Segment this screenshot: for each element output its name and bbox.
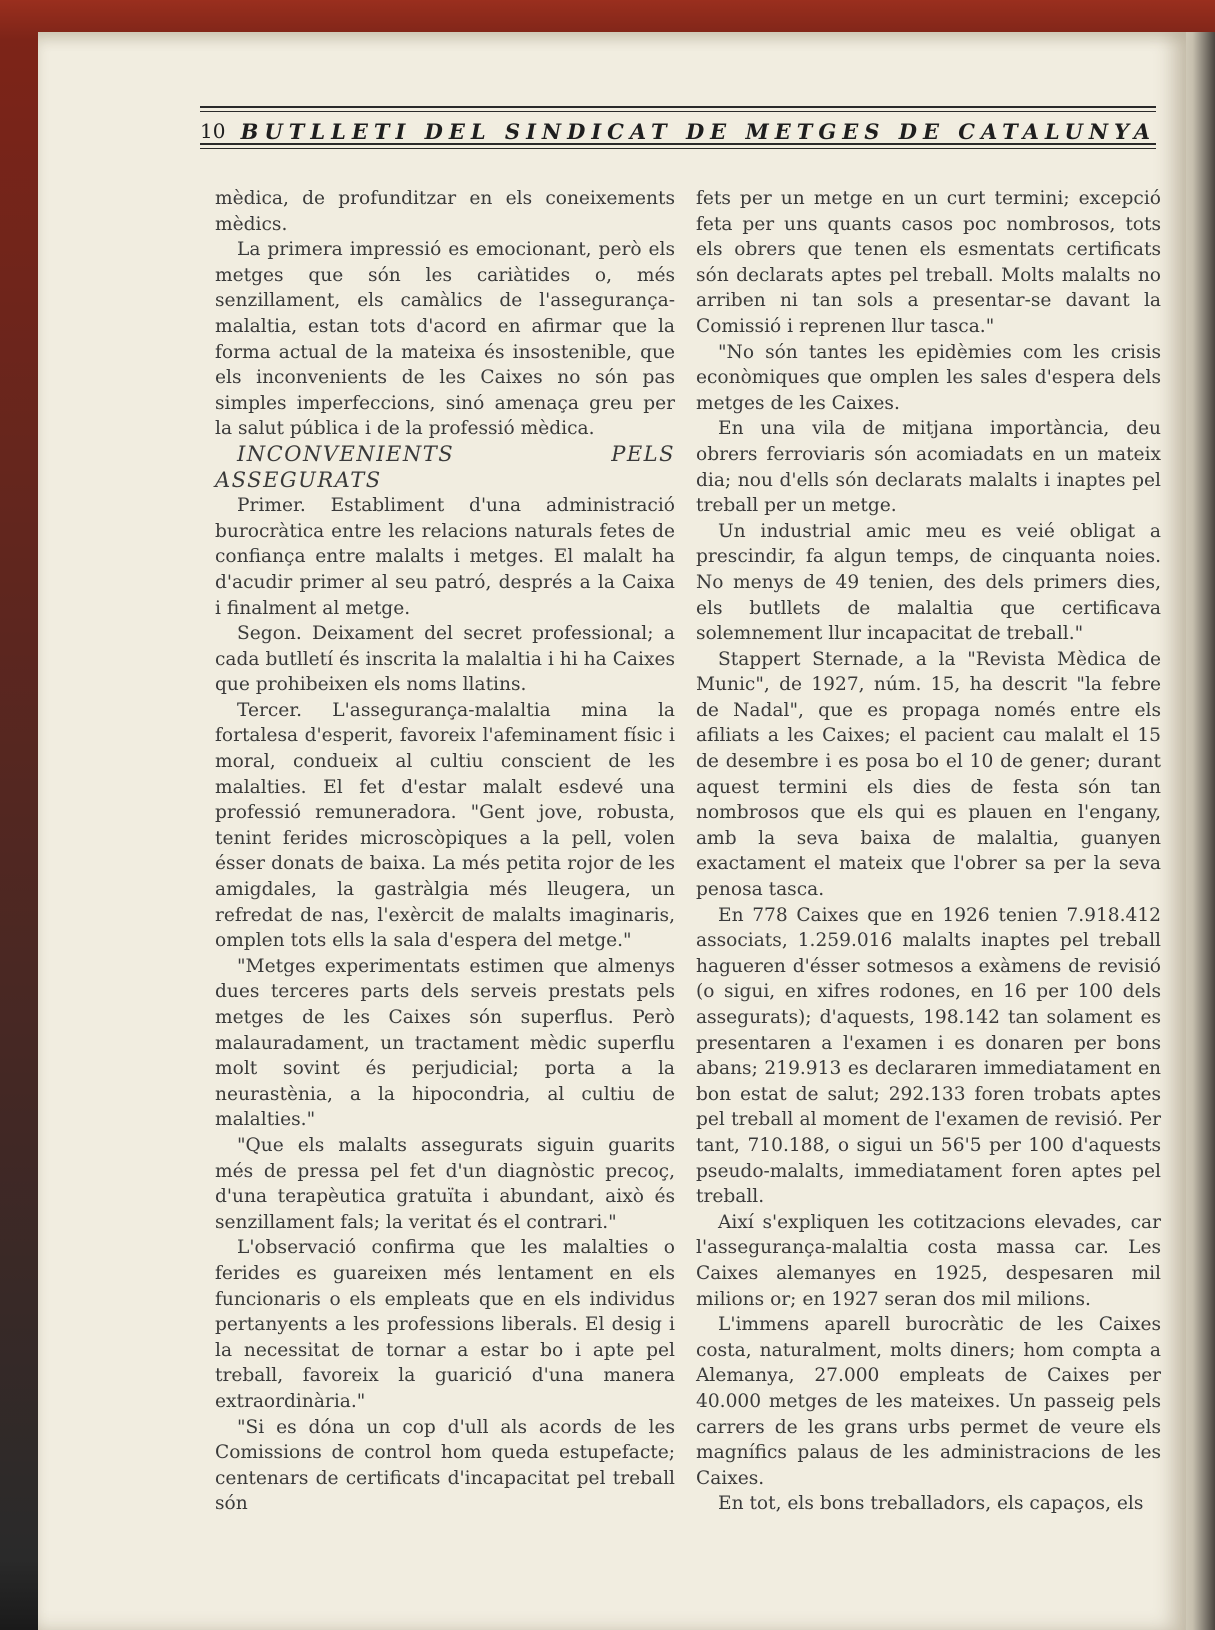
journal-title: BUTLLETI DEL SINDICAT DE METGES DE CATALUNYA xyxy=(240,118,1156,144)
paragraph: "Que els malalts assegurats siguin guarits més de pressa pel fet d'un diagnòstic precoç, d'una terapèutica gratuïta i abundant, això és senzillament fals; la veritat és el contrari." xyxy=(215,1134,675,1233)
paragraph: L'immens aparell burocràtic de les Caixes costa, naturalment, molts diners; hom compta a Alemanya, 27.000 empleats de Caixes per 40.000 metges de les mateixes. Un passeig pels carrers de les grans urbs permet de veure els magnífics palaus de les administracions de les Caixes. xyxy=(696,1314,1161,1489)
paragraph: mèdica, de profunditzar en els coneixements mèdics. xyxy=(215,188,675,235)
header-rule-top-thin xyxy=(200,111,1156,112)
paragraph: Tercer. L'assegurança-malaltia mina la fortalesa d'esperit, favoreix l'afeminament físic i moral, condueix al cultiu conscient de les malalties. El fet d'estar malalt esdevé una professió remuneradora. "Gent jove, robusta, tenint ferides microscòpiques a la pell, volen ésser donats de baixa. La més petita rojor de les amigdales, la gastràlgia més lleugera, un refredat de nas, l'exèrcit de malalts imaginaris, omplen tots ells la sala d'espera del metge." xyxy=(215,699,675,952)
paragraph: Així s'expliquen les cotitzacions elevades, car l'assegurança-malaltia costa massa car. Les Caixes alemanyes en 1925, despesaren mil milions or; en 1927 seran dos mil milions. xyxy=(696,1211,1161,1310)
paragraph: "No són tantes les epidèmies com les crisis econòmiques que omplen les sales d'espera dels metges de les Caixes. xyxy=(696,341,1161,414)
paragraph: En una vila de mitjana importància, deu obrers ferroviaris són acomiadats en un mateix dia; nou d'ells són declarats malalts i inaptes pel treball per un metge. xyxy=(696,418,1161,517)
paragraph: La primera impressió es emocionant, però els metges que són les cariàtides o, més senzillament, els camàlics de l'assegurança-malaltia, estan tots d'acord en afirmar que la forma actual de la mateixa és insostenible, que els inconvenients de les Caixes no són pas simples imperfeccions, sinó amenaça greu per la salut pública i de la professió mèdica. xyxy=(215,239,675,440)
paragraph: fets per un metge en un curt termini; excepció feta per uns quants casos poc nombrosos, tots els obrers que tenen els esmentats certificats són declarats aptes pel treball. Molts malalts no arriben ni tan sols a presentar-se davant la Comissió i reprenen llur tasca." xyxy=(696,188,1161,337)
left-column xyxy=(215,186,675,1517)
header-rule-top xyxy=(200,106,1156,108)
paragraph: Stappert Sternade, a la "Revista Mèdica de Munic", de 1927, núm. 15, ha descrit "la febre de Nadal", que es propaga només entre els afiliats a les Caixes; el pacient cau malalt el 15 de desembre i es posa bo el 10 de gener; durant aquest termini els dies de festa són tan nombrosos que els qui es plauen en l'engany, amb la seva baixa de malaltia, guanyen exactament el mateix que l'obrer sa per la seva penosa tasca. xyxy=(696,648,1161,901)
section-heading: INCONVENIENTS PELS ASSEGURATS xyxy=(215,441,675,492)
header-rule-bottom xyxy=(200,143,1156,145)
paragraph: Primer. Establiment d'una administració burocràtica entre les relacions naturals fetes de confiança entre malalts i metges. El malalt ha d'acudir primer al seu patró, després a la Caixa i finalment al metge. xyxy=(215,495,675,619)
paragraph: L'observació confirma que les malalties o ferides es guareixen més lentament en els funcionaris o els empleats que en els individus pertanyents a les professions liberals. El desig i la necessitat de tornar a estar bo i apte pel treball, favoreix la guarició d'una manera extraordinària." xyxy=(215,1237,675,1412)
paragraph: "Metges experimentats estimen que almenys dues terceres parts dels serveis prestats pels metges de les Caixes són superflus. Però malauradament, un tractament mèdic superflu molt sovint és perjudicial; porta a la neurastènia, a la hipocondria, al cultiu de malalties." xyxy=(215,955,675,1131)
running-header xyxy=(200,100,1156,160)
header-text-row xyxy=(200,118,1156,144)
page-number: 10 xyxy=(200,119,226,143)
header-rule-bottom-thin xyxy=(200,148,1156,149)
paragraph: En tot, els bons treballadors, els capaços, els xyxy=(718,1493,1144,1515)
right-column xyxy=(696,186,1161,1517)
paragraph: Segon. Deixament del secret professional; a cada butlletí és inscrita la malaltia i hi ha Caixes que prohibeixen els noms llatins. xyxy=(215,623,675,696)
paragraph: Un industrial amic meu es veié obligat a prescindir, fa algun temps, de cinquanta noies. No menys de 49 tenien, des dels primers dies, els butllets de malaltia que certificava solemnement llur incapacitat de treball." xyxy=(696,520,1161,645)
paragraph: "Si es dóna un cop d'ull als acords de les Comissions de control hom queda estupefacte; centenars de certificats d'incapacitat pel treball són xyxy=(215,1416,675,1515)
paragraph: En 778 Caixes que en 1926 tenien 7.918.412 associats, 1.259.016 malalts inaptes pel treball hagueren d'ésser sotmesos a exàmens de revisió (o sigui, en xifres rodones, en 16 per 100 dels assegurats); d'aquests, 198.142 tan solament es presentaren a l'examen i es donaren per bons abans; 219.913 es declararen immediatament en bon estat de salut; 292.133 foren trobats aptes pel treball al moment de l'examen de revisió. Per tant, 710.188, o sigui un 56'5 per 100 d'aquests pseudo-malalts, immediatament foren aptes pel treball. xyxy=(696,904,1161,1208)
